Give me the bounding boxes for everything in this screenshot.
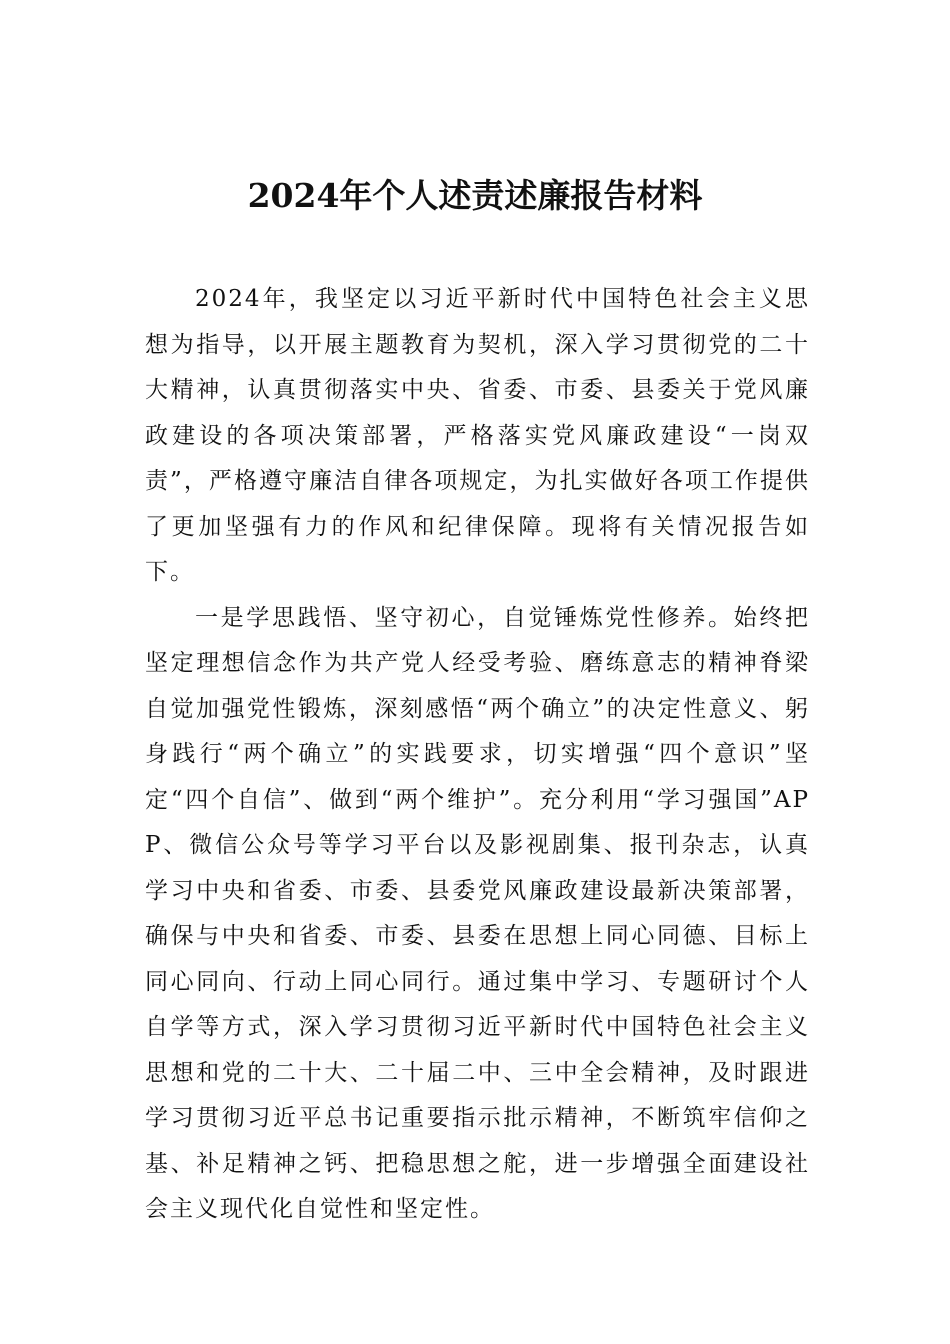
document-body — [145, 277, 810, 1233]
paragraph-intro: 2024年，我坚定以习近平新时代中国特色社会主义思想为指导，以开展主题教育为契机，深入学习贯彻党的二十大精神，认真贯彻落实中央、省委、市委、县委关于党风廉政建设的各项决策部署，严格落实党风廉政建设“一岗双责”，严格遵守廉洁自律各项规定，为扎实做好各项工作提供了更加坚强有力的作风和纪律保障。现将有关情况报告如下。 — [145, 286, 810, 585]
document-title: 2024年个人述责述廉报告材料 — [247, 176, 703, 215]
paragraph-section-one: 一是学思践悟、坚守初心，自觉锤炼党性修养。始终把坚定理想信念作为共产党人经受考验、磨练意志的精神脊梁自觉加强党性锻炼，深刻感悟“两个确立”的决定性意义、躬身践行“两个确立”的实践要求，切实增强“四个意识”坚定“四个自信”、做到“两个维护”。充分利用“学习强国”APP、微信公众号等学习平台以及影视剧集、报刊杂志，认真学习中央和省委、市委、县委党风廉政建设最新决策部署，确保与中央和省委、市委、县委在思想上同心同德、目标上同心同向、行动上同心同行。通过集中学习、专题研讨个人自学等方式，深入学习贯彻习近平新时代中国特色社会主义思想和党的二十大、二十届二中、三中全会精神，及时跟进学习贯彻习近平总书记重要指示批示精神，不断筑牢信仰之基、补足精神之钙、把稳思想之舵，进一步增强全面建设社会主义现代化自觉性和坚定性。 — [145, 604, 810, 1222]
